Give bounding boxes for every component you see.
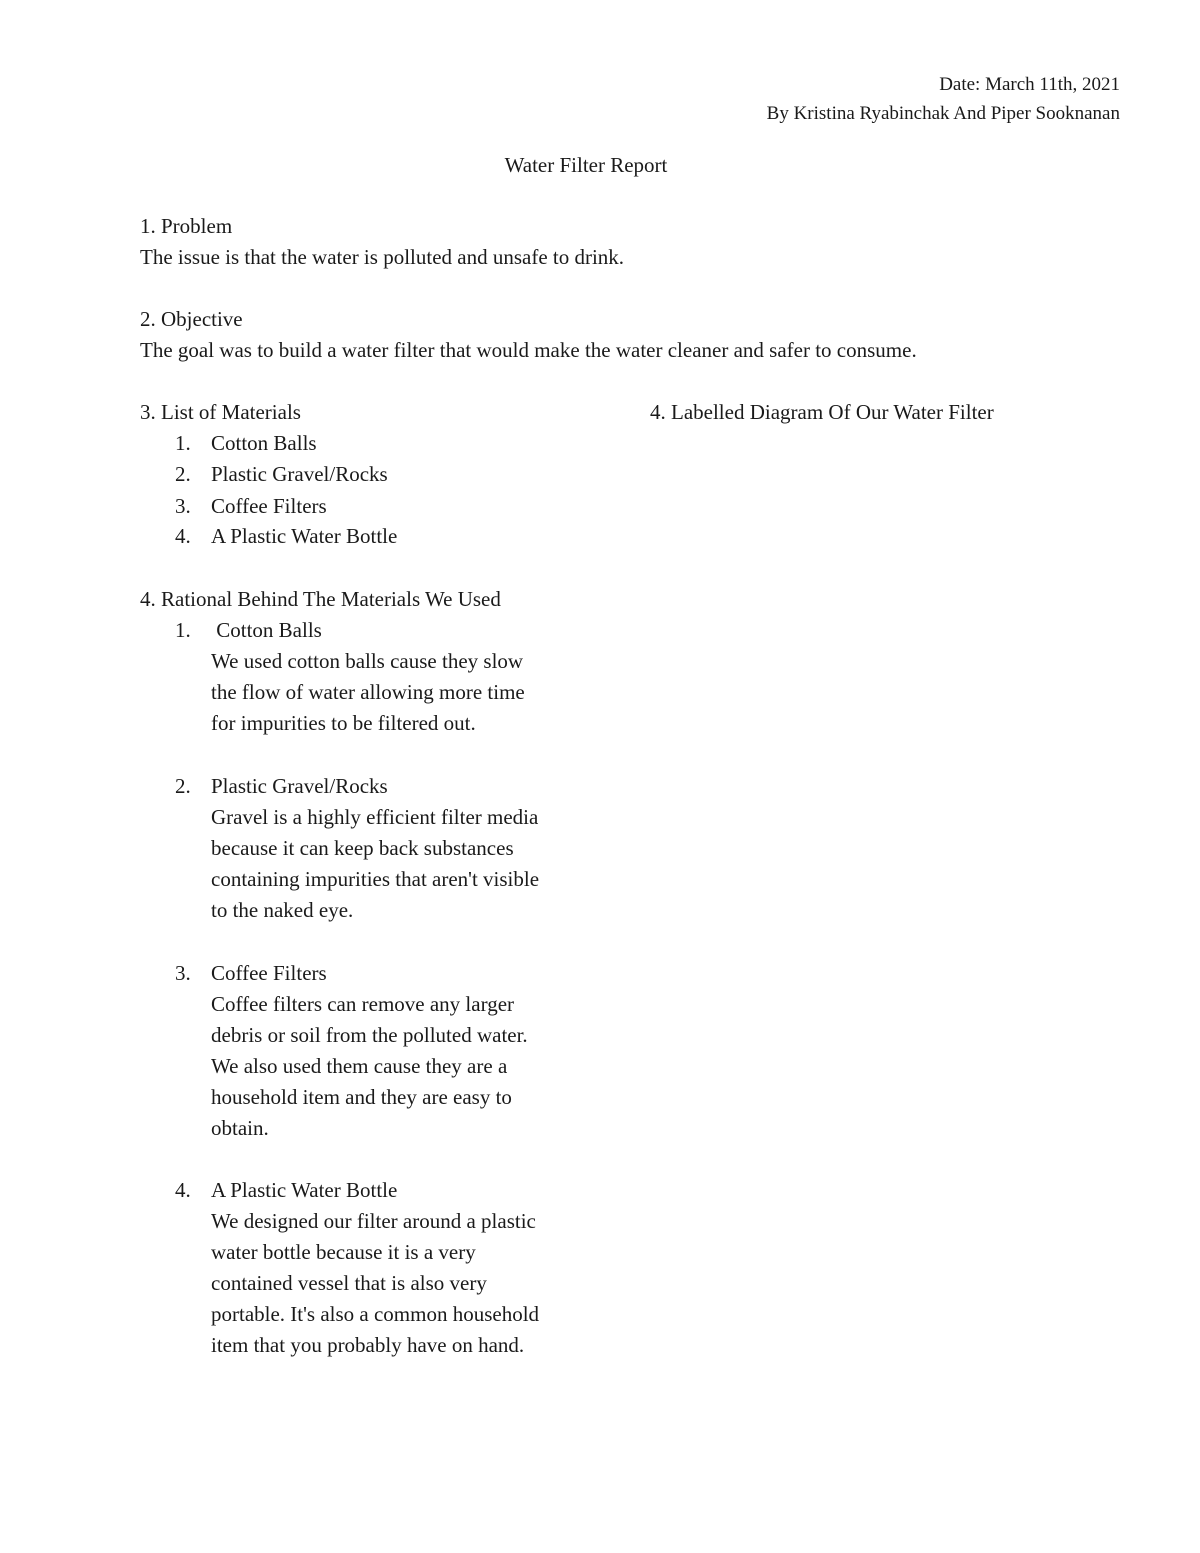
list-label: A Plastic Water Bottle (211, 1178, 398, 1202)
paragraph-line: Coffee filters can remove any larger (211, 992, 515, 1016)
materials-list-item (175, 459, 388, 490)
materials-list-item (175, 428, 317, 459)
list-label: Coffee Filters (211, 494, 327, 518)
paragraph-line: obtain. (211, 1116, 269, 1140)
paragraph-line: Gravel is a highly efficient filter media (211, 805, 539, 829)
document-header (767, 70, 1120, 128)
rationale-paragraph (211, 646, 611, 739)
objective-heading: 2. Objective (140, 307, 243, 331)
list-number: 3. (175, 961, 191, 985)
list-label: A Plastic Water Bottle (211, 524, 398, 548)
list-label: Plastic Gravel/Rocks (211, 774, 388, 798)
list-label: Cotton Balls (211, 431, 317, 455)
paragraph-line: We designed our filter around a plastic (211, 1209, 536, 1233)
list-label: Plastic Gravel/Rocks (211, 462, 388, 486)
list-number: 2. (175, 774, 191, 798)
list-number: 4. (175, 524, 191, 548)
problem-text: The issue is that the water is polluted and unsafe to drink. (140, 245, 625, 269)
rationale-paragraph (211, 1206, 611, 1361)
list-number: 4. (175, 1178, 191, 1202)
list-label: Coffee Filters (211, 961, 327, 985)
page-title: Water Filter Report (504, 153, 668, 177)
rationale-paragraph (211, 989, 611, 1144)
materials-list-item (175, 521, 397, 552)
list-number: 1. (175, 431, 191, 455)
paragraph-line: debris or soil from the polluted water. (211, 1023, 528, 1047)
diagram-heading: 4. Labelled Diagram Of Our Water Filter (650, 400, 994, 424)
materials-heading: 3. List of Materials (140, 400, 301, 424)
paragraph-line: item that you probably have on hand. (211, 1333, 525, 1357)
rationale-item-heading (175, 615, 322, 646)
problem-heading: 1. Problem (140, 214, 233, 238)
list-label: Cotton Balls (211, 618, 322, 642)
date-line: Date: March 11th, 2021 (939, 74, 1120, 95)
list-number: 2. (175, 462, 191, 486)
paragraph-line: because it can keep back substances (211, 836, 514, 860)
rationale-paragraph (211, 802, 611, 926)
list-number: 1. (175, 618, 191, 642)
paragraph-line: containing impurities that aren't visible (211, 867, 540, 891)
rationale-item-heading (175, 1175, 397, 1206)
paragraph-line: household item and they are easy to (211, 1085, 512, 1109)
paragraph-line: for impurities to be filtered out. (211, 711, 476, 735)
paragraph-line: We used cotton balls cause they slow (211, 649, 524, 673)
paragraph-line: portable. It's also a common household (211, 1302, 540, 1326)
rationale-item-heading (175, 771, 388, 802)
paragraph-line: to the naked eye. (211, 898, 354, 922)
objective-text: The goal was to build a water filter that would make the water cleaner and safer to consume. (140, 338, 917, 362)
materials-list-item (175, 491, 327, 522)
paragraph-line: We also used them cause they are a (211, 1054, 508, 1078)
rationale-item-heading (175, 958, 327, 989)
list-number: 3. (175, 494, 191, 518)
authors-line: By Kristina Ryabinchak And Piper Sooknanan (766, 103, 1120, 124)
paragraph-line: the flow of water allowing more time (211, 680, 525, 704)
paragraph-line: water bottle because it is a very (211, 1240, 476, 1264)
rationale-heading: 4. Rational Behind The Materials We Used (140, 587, 501, 611)
paragraph-line: contained vessel that is also very (211, 1271, 487, 1295)
